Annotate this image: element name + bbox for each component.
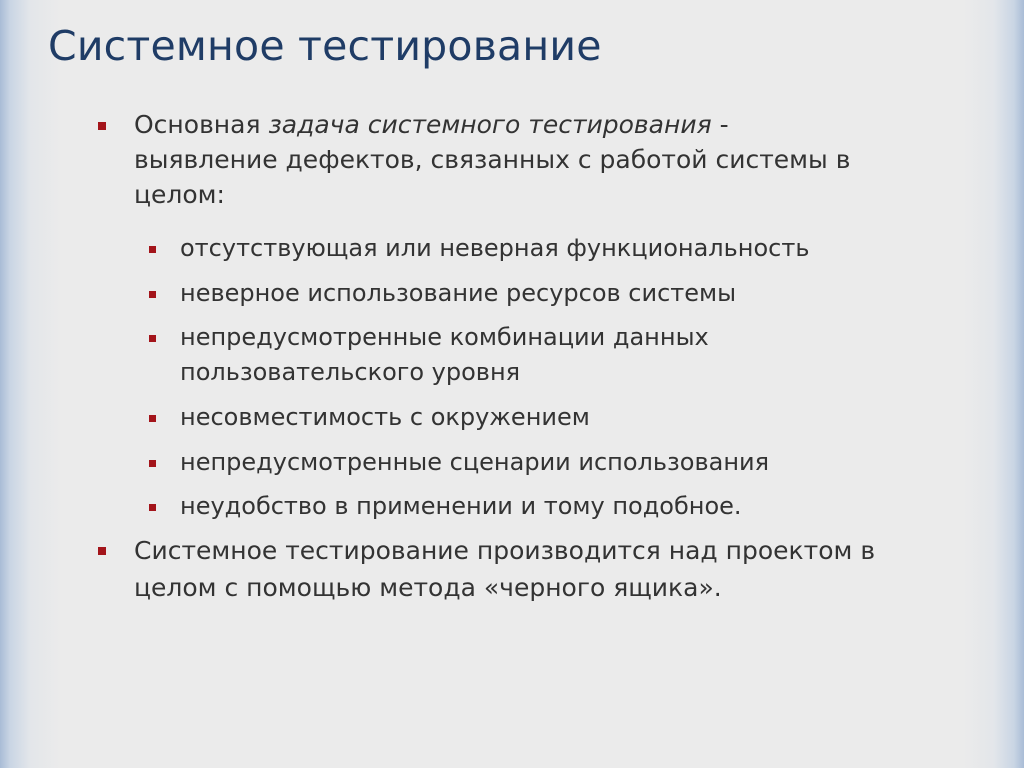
sub-item-3-line-2: пользовательского уровня: [180, 358, 521, 386]
slide-title: Системное тестирование: [48, 22, 602, 70]
sub-bullet-marker: [149, 335, 156, 342]
bullet-1-line-1: [134, 107, 729, 142]
sub-item-4: несовместимость с окружением: [180, 403, 590, 431]
sub-item-6: неудобство в применении и тому подобное.: [180, 492, 742, 520]
sub-bullet-marker: [149, 415, 156, 422]
bullet-marker: [98, 122, 106, 130]
bullet-2-line-1: Системное тестирование производится над проектом в: [134, 536, 876, 565]
sub-item-3-line-1: непредусмотренные комбинации данных: [180, 323, 709, 351]
bullet-1-dash: -: [711, 110, 729, 139]
bullet-1-text: Основная: [134, 110, 269, 139]
bullet-1-italic-text: задача системного тестирования: [268, 110, 712, 139]
sub-item-5: непредусмотренные сценарии использования: [180, 448, 770, 476]
sub-item-2: неверное использование ресурсов системы: [180, 279, 737, 307]
sub-bullet-marker: [149, 504, 156, 511]
sub-item-1: отсутствующая или неверная функциональность: [180, 234, 810, 262]
bullet-1-line-3: целом:: [134, 180, 225, 209]
sub-bullet-marker: [149, 291, 156, 298]
bullet-marker: [98, 547, 106, 555]
bullet-1-line-2: выявление дефектов, связанных с работой системы в: [134, 145, 851, 174]
sub-bullet-marker: [149, 246, 156, 253]
bullet-2-line-2: целом с помощью метода «черного ящика».: [134, 573, 722, 602]
sub-bullet-marker: [149, 460, 156, 467]
